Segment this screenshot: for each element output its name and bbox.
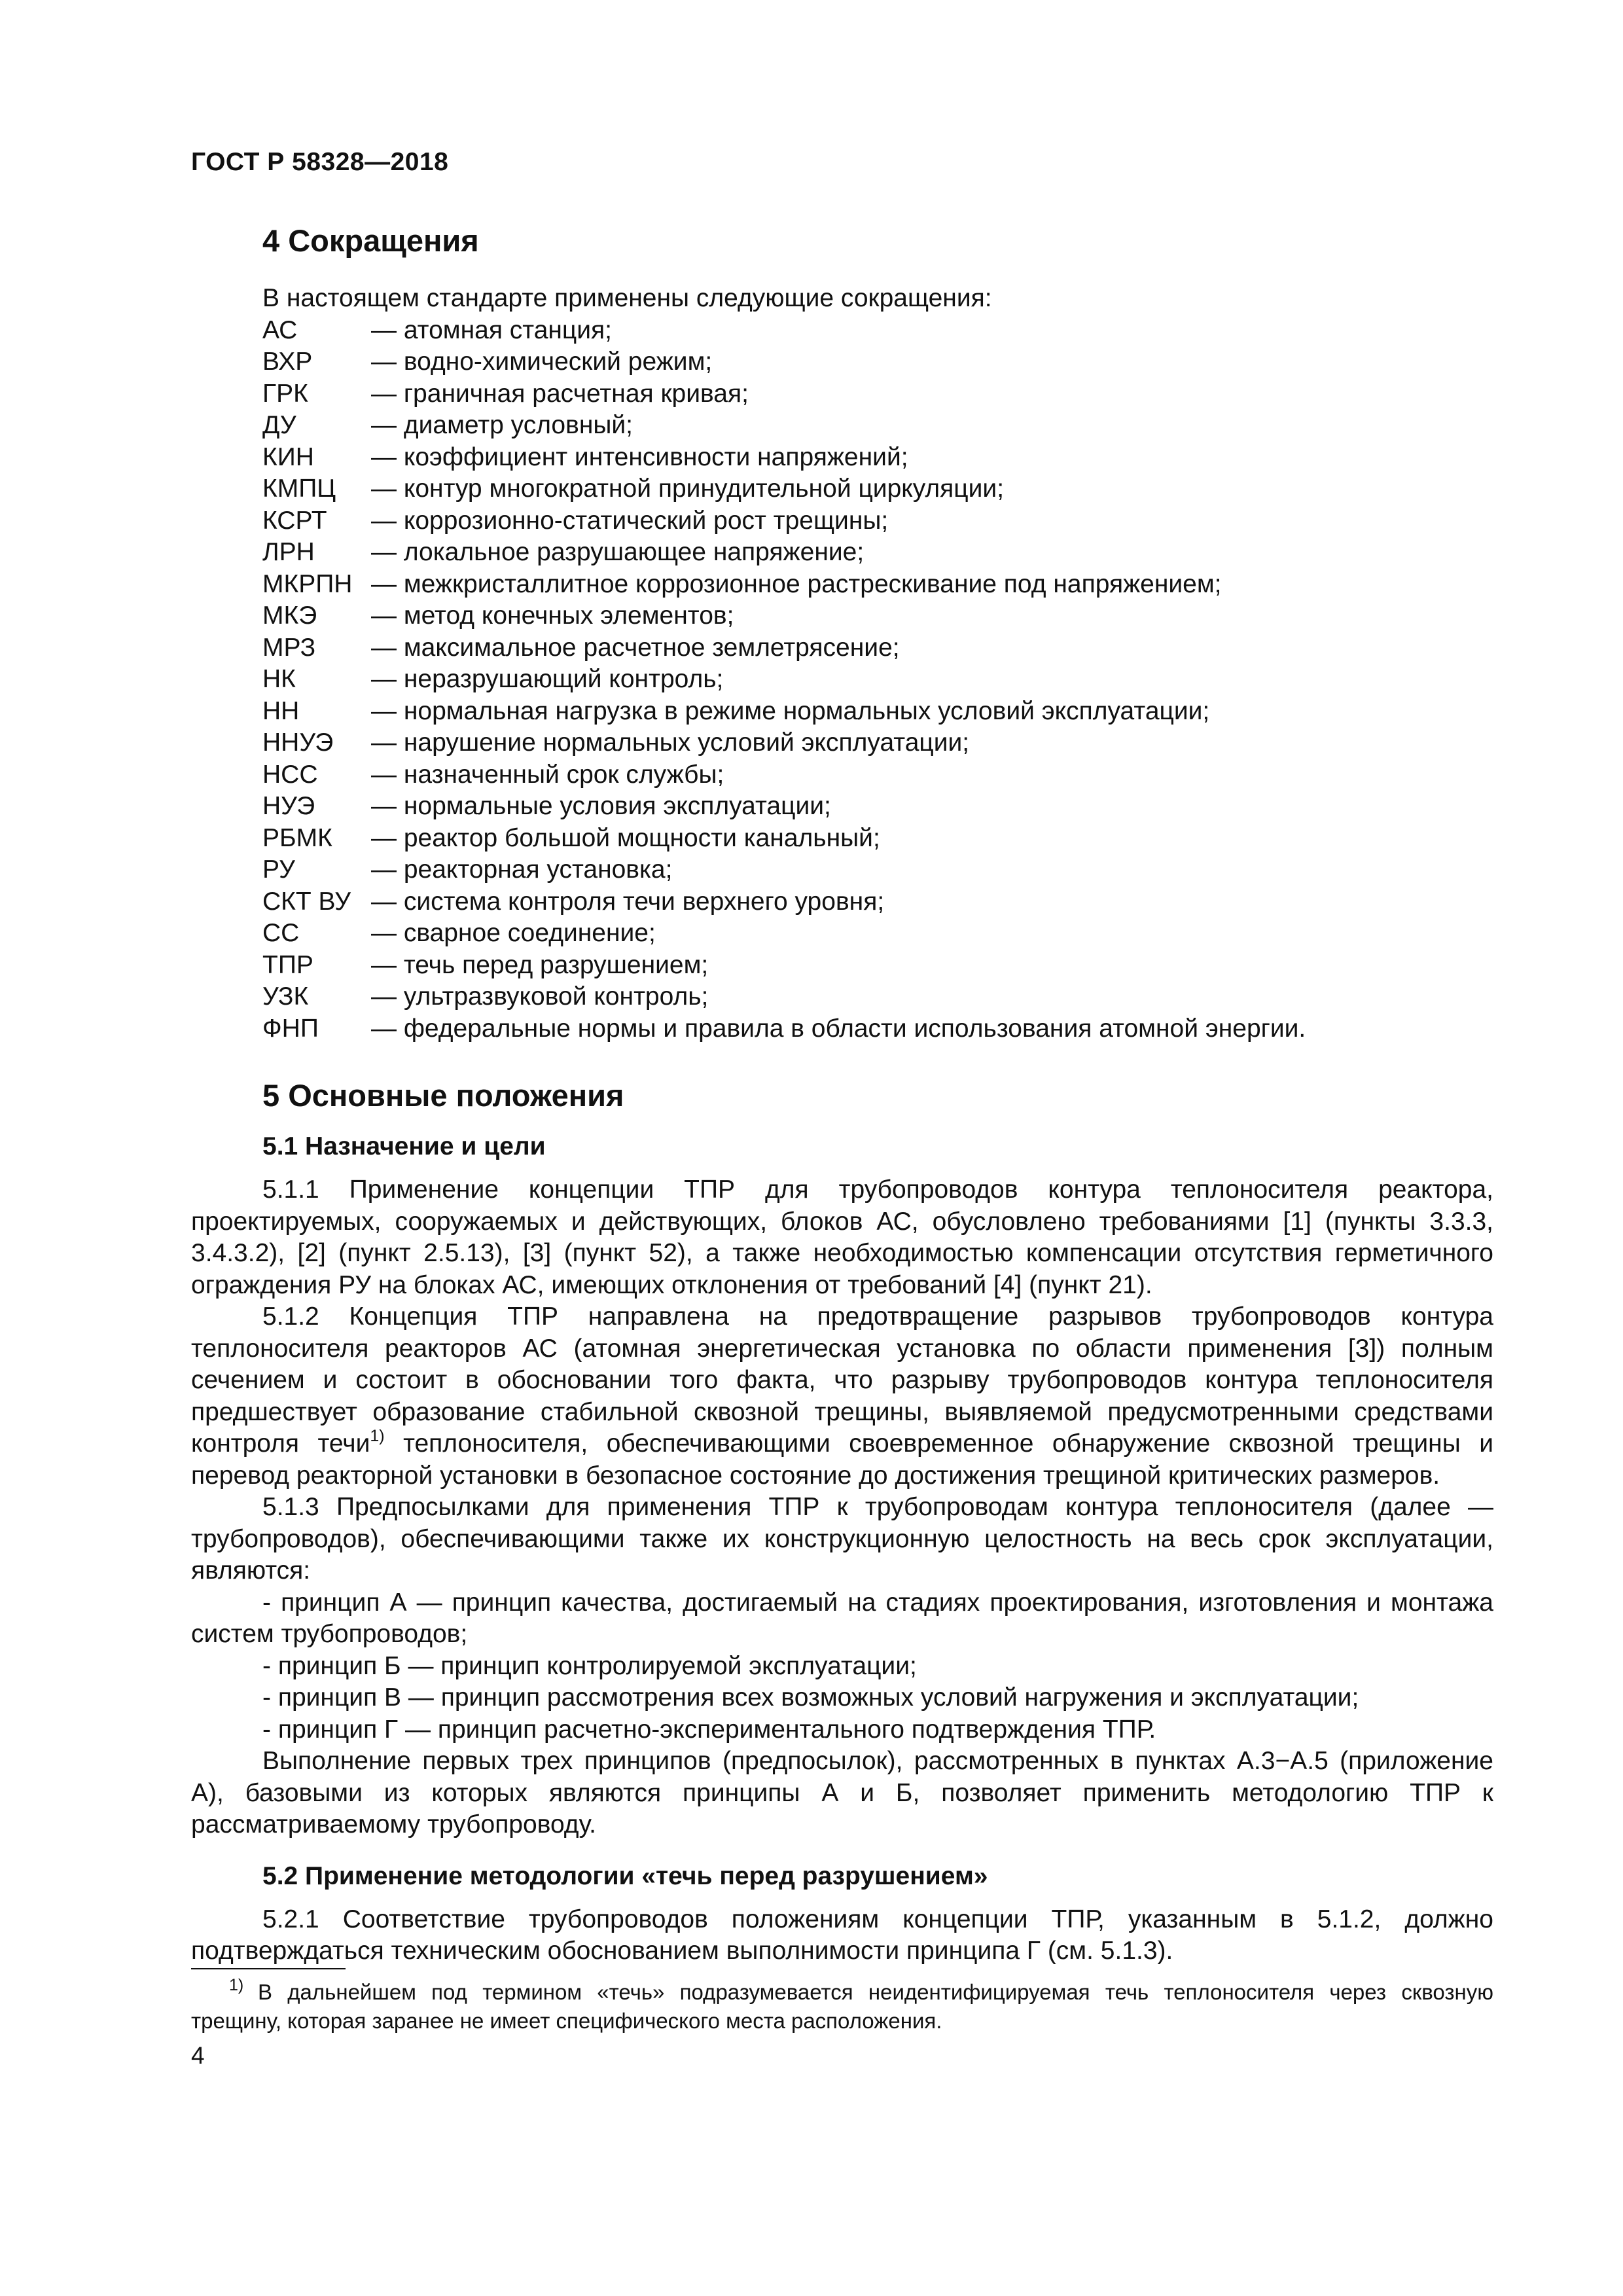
page-number: 4 bbox=[191, 2042, 205, 2069]
abbreviation-definition: — максимальное расчетное землетрясение; bbox=[371, 633, 900, 662]
abbreviation-item bbox=[262, 600, 1493, 632]
abbreviation-definition: — неразрушающий контроль; bbox=[371, 665, 724, 693]
abbreviation-definition: — реакторная установка; bbox=[371, 855, 673, 884]
abbreviation-term: КИН bbox=[262, 442, 314, 471]
abbreviation-item bbox=[262, 918, 1493, 950]
abbreviation-item bbox=[262, 886, 1493, 918]
abbreviation-term: ЛРН bbox=[262, 538, 315, 566]
abbreviation-definition: — локальное разрушающее напряжение; bbox=[371, 538, 865, 566]
abbreviation-item bbox=[262, 473, 1493, 505]
abbreviation-definition: — водно-химический режим; bbox=[371, 348, 713, 376]
paragraph-5-1-2-part1: 5.1.2 Концепция ТПР направлена на предотвращение разрывов трубопроводов контура теплоносителя реакторов АС (атомная энергетическая установка по области применения [3]) полным сечением и состоит в обосновании того факта, что разрыву трубопроводов контура теплоносителя предшествует образование стабильной сквозной трещины, выявляемой предусмотренными средствами контроля течи bbox=[191, 1302, 1493, 1458]
abbreviation-item bbox=[262, 981, 1493, 1013]
abbreviation-term: ТПР bbox=[262, 950, 313, 979]
page-content bbox=[191, 223, 1493, 1967]
abbreviation-definition: — реактор большой мощности канальный; bbox=[371, 823, 880, 852]
abbreviation-definition: — граничная расчетная кривая; bbox=[371, 379, 749, 408]
paragraph-5-1-2-part2: теплоносителя, обеспечивающими своевременное обнаружение сквозной трещины и перевод реакторной установки в безопасное состояние до достижения трещиной критических размеров. bbox=[191, 1429, 1493, 1490]
abbreviation-definition: — нормальная нагрузка в режиме нормальных условий эксплуатации; bbox=[371, 696, 1210, 725]
abbreviation-term: НК bbox=[262, 665, 296, 693]
abbreviation-definition: — коррозионно-статический рост трещины; bbox=[371, 506, 889, 535]
abbreviation-item bbox=[262, 1013, 1493, 1045]
abbreviation-item bbox=[262, 727, 1493, 759]
abbreviation-term: АС bbox=[262, 315, 298, 344]
principle-item: - принцип А — принцип качества, достигаемый на стадиях проектирования, изготовления и монтажа систем трубопроводов; bbox=[191, 1588, 1493, 1648]
abbreviation-term: НУЭ bbox=[262, 792, 315, 820]
abbreviation-term: СС bbox=[262, 919, 300, 947]
abbreviation-definition: — федеральные нормы и правила в области использования атомной энергии. bbox=[371, 1014, 1306, 1043]
abbreviation-definition: — атомная станция; bbox=[371, 315, 613, 344]
abbreviation-term: КМПЦ bbox=[262, 475, 336, 503]
document-code: ГОСТ Р 58328—2018 bbox=[191, 148, 449, 176]
abbreviation-term: РУ bbox=[262, 855, 295, 884]
abbreviation-definition: — сварное соединение; bbox=[371, 919, 656, 947]
abbreviation-item bbox=[262, 505, 1493, 537]
paragraph-5-1-2 bbox=[191, 1301, 1493, 1492]
abbreviation-item bbox=[262, 854, 1493, 886]
abbreviation-item bbox=[262, 378, 1493, 410]
abbreviation-definition: — назначенный срок службы; bbox=[371, 760, 724, 789]
paragraph-5-1-3: 5.1.3 Предпосылками для применения ТПР к трубопроводам контура теплоносителя (далее — трубопроводов), обеспечивающими также их конструкционную целостность на весь срок эксплуатации, являются: bbox=[191, 1493, 1493, 1585]
abbreviation-term: НСС bbox=[262, 760, 318, 789]
principle-item: - принцип Г — принцип расчетно-экспериментального подтверждения ТПР. bbox=[262, 1715, 1156, 1744]
principles-list bbox=[191, 1587, 1493, 1746]
abbreviation-item bbox=[262, 410, 1493, 442]
footnote: 1) В дальнейшем под термином «течь» подразумевается неидентифицируемая течь теплоносителя через сквозную трещину, которая заранее не имеет специфического места расположения. bbox=[191, 1976, 1493, 2033]
footnote-separator bbox=[191, 1968, 346, 1969]
abbreviation-term: УЗК bbox=[262, 982, 309, 1011]
abbreviation-item bbox=[262, 823, 1493, 855]
abbreviation-term: ННУЭ bbox=[262, 728, 334, 757]
abbreviation-definition: — метод конечных элементов; bbox=[371, 601, 734, 630]
abbreviation-term: СКТ ВУ bbox=[262, 887, 351, 916]
abbreviation-item bbox=[262, 315, 1493, 347]
abbreviation-term: РБМК bbox=[262, 823, 332, 852]
section-5-title: 5 Основные положения bbox=[262, 1078, 624, 1113]
abbreviation-definition: — ультразвуковой контроль; bbox=[371, 982, 709, 1011]
abbreviation-item bbox=[262, 791, 1493, 823]
subsection-5-2-title: 5.2 Применение методологии «течь перед разрушением» bbox=[262, 1861, 988, 1890]
abbreviation-definition: — течь перед разрушением; bbox=[371, 950, 709, 979]
abbreviation-term: ГРК bbox=[262, 379, 308, 408]
abbreviation-item bbox=[262, 569, 1493, 601]
abbreviation-item bbox=[262, 442, 1493, 474]
footnote-reference: 1) bbox=[370, 1427, 385, 1445]
section-4-title: 4 Сокращения bbox=[262, 223, 479, 258]
abbreviations-list bbox=[191, 315, 1493, 1045]
abbreviation-definition: — нормальные условия эксплуатации; bbox=[371, 792, 831, 820]
abbreviation-term: НН bbox=[262, 696, 300, 725]
abbreviation-definition: — межкристаллитное коррозионное растрескивание под напряжением; bbox=[371, 569, 1222, 598]
abbreviation-term: ДУ bbox=[262, 411, 296, 439]
abbreviation-term: КСРТ bbox=[262, 506, 327, 535]
abbreviation-item bbox=[262, 537, 1493, 569]
principle-item: - принцип В — принцип рассмотрения всех возможных условий нагружения и эксплуатации; bbox=[262, 1683, 1359, 1712]
abbreviation-item bbox=[262, 696, 1493, 728]
abbreviation-term: МКРПН bbox=[262, 569, 353, 598]
abbreviation-item bbox=[262, 664, 1493, 696]
abbreviation-definition: — система контроля течи верхнего уровня; bbox=[371, 887, 885, 916]
abbreviation-term: МРЗ bbox=[262, 633, 316, 662]
footnote-text: В дальнейшем под термином «течь» подразумевается неидентифицируемая течь теплоносителя через сквозную трещину, которая заранее не имеет специфического места расположения. bbox=[191, 1980, 1493, 2033]
abbreviation-item bbox=[262, 632, 1493, 664]
abbreviation-item bbox=[262, 950, 1493, 982]
abbreviation-definition: — диаметр условный; bbox=[371, 411, 633, 439]
abbreviation-term: МКЭ bbox=[262, 601, 317, 630]
abbreviation-term: ФНП bbox=[262, 1014, 319, 1043]
abbreviation-definition: — контур многократной принудительной циркуляции; bbox=[371, 475, 1005, 503]
abbreviation-item bbox=[262, 759, 1493, 791]
abbreviation-term: ВХР bbox=[262, 348, 313, 376]
principles-conclusion: Выполнение первых трех принципов (предпосылок), рассмотренных в пунктах А.3−А.5 (приложение А), базовыми из которых являются принципы А и Б, позволяет применить методологию ТПР к рассматриваемому трубопроводу. bbox=[191, 1747, 1493, 1839]
abbreviation-definition: — нарушение нормальных условий эксплуатации; bbox=[371, 728, 970, 757]
abbreviation-definition: — коэффициент интенсивности напряжений; bbox=[371, 442, 908, 471]
abbreviations-intro: В настоящем стандарте применены следующие сокращения: bbox=[262, 284, 992, 312]
principle-item: - принцип Б — принцип контролируемой эксплуатации; bbox=[262, 1651, 917, 1680]
subsection-5-1-title: 5.1 Назначение и цели bbox=[262, 1132, 546, 1160]
abbreviation-item bbox=[262, 346, 1493, 378]
paragraph-5-2-1: 5.2.1 Соответствие трубопроводов положениям концепции ТПР, указанным в 5.1.2, должно подтверждаться техническим обоснованием выполнимости принципа Г (см. 5.1.3). bbox=[191, 1905, 1493, 1965]
paragraph-5-1-1: 5.1.1 Применение концепции ТПР для трубопроводов контура теплоносителя реактора, проектируемых, сооружаемых и действующих, блоков АС, обусловлено требованиями [1] (пункты 3.3.3, 3.4.3.2), [2] (пункт 2.5.13), [3] (пункт 52), а также необходимостью компенсации отсутствия герметичного ограждения РУ на блоках АС, имеющих отклонения от требований [4] (пункт 21). bbox=[191, 1175, 1493, 1299]
